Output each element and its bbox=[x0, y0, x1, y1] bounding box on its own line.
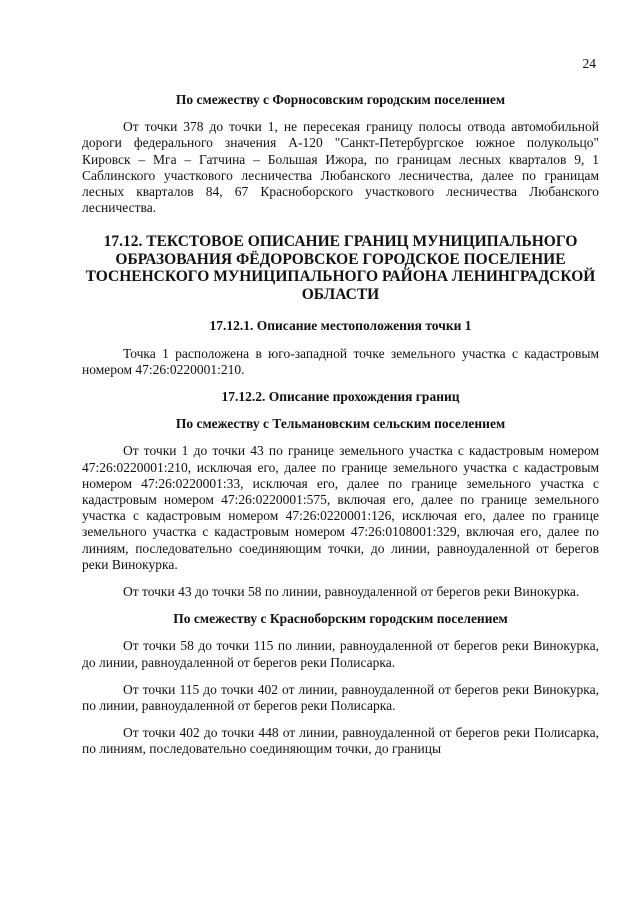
section-heading-telmanovo: По смежеству с Тельмановским сельским поселением bbox=[175, 416, 506, 432]
paragraph-telmanovo-river: От точки 43 до точки 58 по линии, равноудаленной от берегов реки Винокурка. bbox=[123, 584, 580, 600]
section-heading-fornosovo: По смежеству с Форносовским городским поселением bbox=[175, 92, 506, 107]
section-heading-krasnobor: По смежеству с Красноборским городским поселением bbox=[173, 611, 508, 627]
paragraph-telmanovo-boundary: От точки 1 до точки 43 по границе земельного участка с кадастровым номером 47:26:0220001:210, исключая его, далее по границе земельного участка с кадастровым номером 47:26:0220001:33, исключая его, далее по границе земельного участка с кадастровым номером 47:26:0220001:575, включая его, далее по границе земельного участка с кадастровым номером 47:26:0220001:126, исключая его, далее по границе земельного участка с кадастровым номером 47:26:0108001:329, включая его, далее по линиям, последовательно соединяющим точки, до линии, равноудаленной от берегов реки Винокурка. bbox=[82, 443, 599, 572]
page-number: 24 bbox=[582, 56, 596, 71]
chapter-title: 17.12. ТЕКСТОВОЕ ОПИСАНИЕ ГРАНИЦ МУНИЦИПАЛЬНОГО ОБРАЗОВАНИЯ ФЁДОРОВСКОЕ ГОРОДСКОЕ ПОСЕЛЕНИЕ ТОСНЕНСКОГО МУНИЦИПАЛЬНОГО РАЙОНА ЛЕНИНГРАДСКОЙ ОБЛАСТИ bbox=[85, 233, 596, 303]
paragraph-krasnobor-3: От точки 402 до точки 448 от линии, равноудаленной от берегов реки Полисарка, по линиям, последовательно соединяющим точки, до границы bbox=[82, 725, 599, 757]
paragraph-fornosovo-boundary: От точки 378 до точки 1, не пересекая границу полосы отвода автомобильной дороги федерального значения А-120 "Санкт-Петербургское южное полукольцо" Кировск – Мга – Гатчина – Большая Ижора, по границам лесных кварталов 9, 1 Саблинского участкового лесничества Любанского лесничества, далее по границам лесных кварталов 84, 67 Красноборского участкового лесничества Любанского лесничества. bbox=[82, 119, 599, 216]
paragraph-krasnobor-1: От точки 58 до точки 115 по линии, равноудаленной от берегов реки Винокурка, до линии, равноудаленной от берегов реки Полисарка. bbox=[82, 638, 599, 670]
document-body bbox=[82, 92, 599, 769]
section-heading-boundary-description: 17.12.2. Описание прохождения границ bbox=[221, 389, 460, 405]
paragraph-krasnobor-2: От точки 115 до точки 402 от линии, равноудаленной от берегов реки Винокурка, по линии, равноудаленной от берегов реки Полисарка. bbox=[82, 681, 599, 714]
section-heading-point-location: 17.12.1. Описание местоположения точки 1 bbox=[209, 318, 472, 334]
paragraph-point-1-location: Точка 1 расположена в юго-западной точке земельного участка с кадастровым номером 47:26:0220001:210. bbox=[82, 345, 599, 377]
